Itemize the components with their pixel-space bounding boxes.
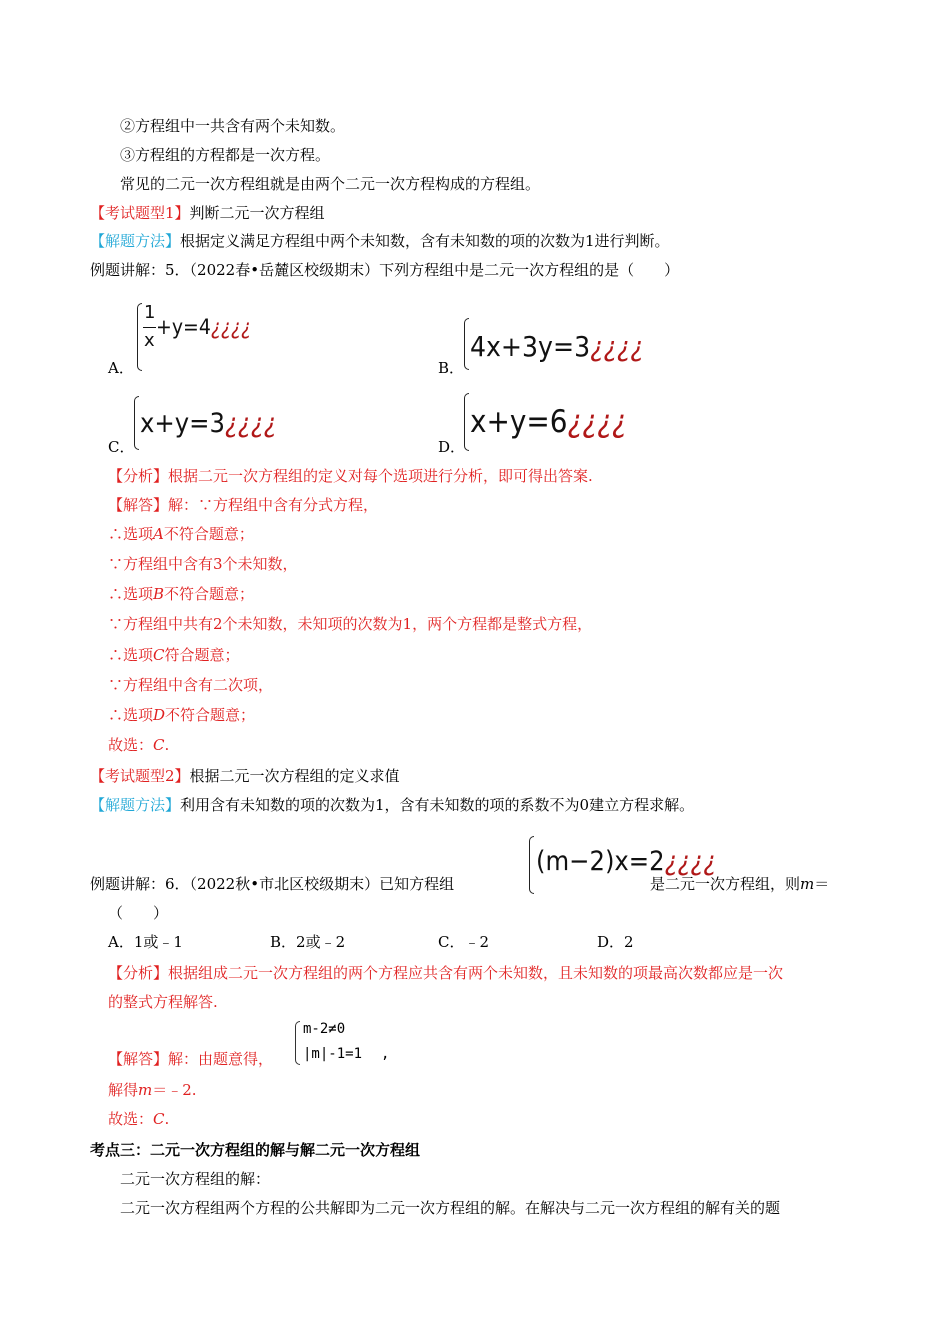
sol5-answer-tag: 【解答】 <box>108 496 169 514</box>
option-b-label: B． <box>438 359 465 377</box>
sol6-result <box>108 1080 197 1100</box>
sol6-choice-pre: 故选： <box>108 1110 154 1128</box>
example-6-option-b[interactable]: B．2或﹣2 <box>270 933 346 951</box>
method-1-text: 根据定义满足方程组中两个未知数，含有未知数的项的次数为1进行判断。 <box>180 232 670 250</box>
option-a-junk: ¿¿¿¿ <box>210 315 251 339</box>
keypoint-3-subtitle: 二元一次方程组的解： <box>120 1170 271 1188</box>
method-2 <box>90 795 694 815</box>
option-a-frac-line <box>143 327 156 328</box>
definition-line: 常见的二元一次方程组就是由两个二元一次方程构成的方程组。 <box>120 175 541 193</box>
option-c-equation <box>140 408 276 439</box>
sol6-choice-post: . <box>164 1110 170 1128</box>
option-a-equation <box>156 315 251 339</box>
example-5-question: 例题讲解：5．（2022春•岳麓区校级期末）下列方程组中是二元一次方程组的是（ ） <box>90 261 680 279</box>
sol5-step-3: ∵方程组中含有3个未知数， <box>108 555 298 573</box>
sol5-step-5: ∵方程组中共有2个未知数，未知项的次数为1，两个方程都是整式方程， <box>108 615 593 633</box>
sol5-step-6-var: C <box>153 646 165 664</box>
sol6-answer <box>108 1049 273 1069</box>
sol6-system-line-1: m-2≠0 <box>303 1021 346 1037</box>
example-6-end-pre: 是二元一次方程组，则 <box>650 875 801 893</box>
sol6-result-pre: 解得 <box>108 1081 139 1099</box>
option-b-junk: ¿¿¿¿ <box>590 330 644 363</box>
option-a-label: A． <box>108 359 134 377</box>
example-6-junk: ¿¿¿¿ <box>664 846 717 877</box>
sol5-step-2 <box>108 524 254 544</box>
example-6-option-a[interactable]: A．1或﹣1 <box>108 933 183 951</box>
sol5-step-7: ∵方程组中含有二次项， <box>108 676 274 694</box>
sol5-step-2-pre: ∴选项 <box>108 525 154 543</box>
option-c-brace <box>134 396 139 450</box>
sol5-step-6 <box>108 645 240 665</box>
sol5-step-8-var: D <box>153 706 166 724</box>
sol5-step-6-pre: ∴选项 <box>108 646 154 664</box>
sol6-analysis-tag: 【分析】 <box>108 964 169 982</box>
method-2-tag: 【解题方法】 <box>90 796 181 814</box>
example-6-question: 例题讲解：6．（2022秋•市北区校级期末）已知方程组 <box>90 875 455 893</box>
option-b-brace <box>464 318 469 370</box>
option-d-junk: ¿¿¿¿ <box>567 404 627 440</box>
question-type-2-text: 根据二元一次方程组的定义求值 <box>189 767 400 785</box>
example-6-question-end <box>650 874 829 894</box>
example-6-paren: （ ） <box>108 904 169 922</box>
keypoint-3-title: 考点三：二元一次方程组的解与解二元一次方程组 <box>90 1141 421 1159</box>
option-d-eq-text: x+y=6 <box>470 404 568 440</box>
example-6-brace <box>529 836 534 894</box>
sol6-result-var: m <box>138 1081 153 1099</box>
sol5-step-4 <box>108 584 254 604</box>
sol6-choice <box>108 1109 169 1129</box>
question-type-1-text: 判断二元一次方程组 <box>189 204 325 222</box>
condition-3: ③方程组的方程都是一次方程。 <box>120 146 331 164</box>
method-2-text: 利用含有未知数的项的次数为1，含有未知数的项的系数不为0建立方程求解。 <box>180 796 695 814</box>
sol5-step-4-pre: ∴选项 <box>108 585 154 603</box>
sol6-result-post: ＝﹣2. <box>152 1081 197 1099</box>
method-1-tag: 【解题方法】 <box>90 232 181 250</box>
sol5-step-8-pre: ∴选项 <box>108 706 154 724</box>
sol5-step-8 <box>108 705 255 725</box>
option-c-junk: ¿¿¿¿ <box>224 408 277 439</box>
option-b-eq-text: 4x+3y=3 <box>470 330 591 363</box>
sol5-step-2-var: A <box>153 525 164 543</box>
sol5-step-4-var: B <box>153 585 165 603</box>
option-a-frac-den: x <box>144 330 155 351</box>
option-a-frac-num: 1 <box>144 302 156 323</box>
sol5-step-4-post: 不符合题意； <box>164 585 255 603</box>
sol6-analysis <box>108 963 783 983</box>
option-c-label: C． <box>108 438 135 456</box>
option-a-eq-text: +y=4 <box>156 315 211 339</box>
sol5-analysis <box>108 466 593 486</box>
keypoint-3-paragraph: 二元一次方程组两个方程的公共解即为二元一次方程组的解。在解决与二元一次方程组的解有关的题 <box>120 1199 781 1217</box>
example-6-option-d[interactable]: D．2 <box>597 933 634 951</box>
option-c-eq-text: x+y=3 <box>140 408 225 439</box>
option-b-equation <box>470 330 644 363</box>
option-a-brace <box>137 303 142 371</box>
sol5-step-2-post: 不符合题意； <box>163 525 254 543</box>
sol6-choice-var: C <box>153 1110 165 1128</box>
sol5-choice <box>108 735 169 755</box>
sol5-analysis-text: 根据二元一次方程组的定义对每个选项进行分析，即可得出答案. <box>168 467 593 485</box>
sol6-answer-text: 解：由题意得， <box>168 1050 274 1068</box>
example-6-end-eq: ＝ <box>814 875 830 893</box>
question-type-2-tag: 【考试题型2】 <box>90 767 190 785</box>
sol6-analysis-text: 根据组成二元一次方程组的两个方程应共含有两个未知数，且未知数的项最高次数都应是一次 <box>168 964 784 982</box>
question-type-1-tag: 【考试题型1】 <box>90 204 190 222</box>
sol5-choice-pre: 故选： <box>108 736 154 754</box>
method-1 <box>90 231 670 251</box>
example-6-eq-text: (m−2)x=2 <box>536 846 665 877</box>
sol6-analysis-cont: 的整式方程解答. <box>108 993 218 1011</box>
option-d-brace <box>464 393 469 451</box>
sol5-step-6-post: 符合题意； <box>164 646 240 664</box>
condition-2: ②方程组中一共含有两个未知数。 <box>120 117 346 135</box>
sol6-system-comma: , <box>381 1046 390 1062</box>
question-type-2 <box>90 766 400 786</box>
example-6-option-c[interactable]: C．﹣2 <box>438 933 490 951</box>
question-type-1 <box>90 203 325 223</box>
sol6-answer-tag: 【解答】 <box>108 1050 169 1068</box>
example-6-end-var: m <box>800 875 815 893</box>
sol6-system-brace <box>295 1021 300 1065</box>
sol5-answer <box>108 495 378 515</box>
sol6-system-line-2: |m|-1=1 <box>303 1046 363 1062</box>
sol5-answer-text: 解：∵方程组中含有分式方程， <box>168 496 379 514</box>
sol5-analysis-tag: 【分析】 <box>108 467 169 485</box>
sol5-choice-post: . <box>164 736 170 754</box>
sol5-step-8-post: 不符合题意； <box>165 706 256 724</box>
example-6-equation <box>536 846 716 877</box>
option-d-equation <box>470 404 627 440</box>
sol5-choice-var: C <box>153 736 165 754</box>
option-d-label: D． <box>438 438 466 456</box>
